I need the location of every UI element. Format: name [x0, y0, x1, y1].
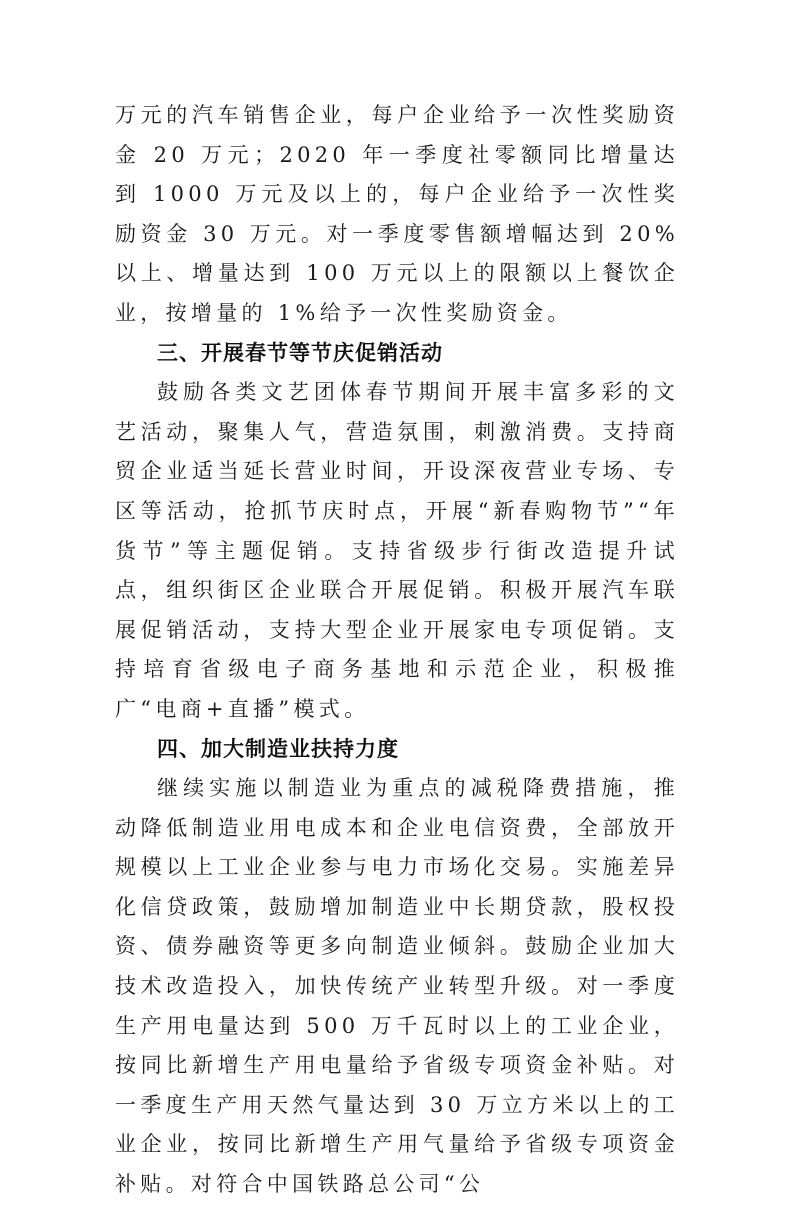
paragraph-retail-incentives: 万元的汽车销售企业，每户企业给予一次性奖励资金 20 万元；2020 年一季度社零额同比增量达到 1000 万元及以上的，每户企业给予一次性奖励资金 30 万元。对一季度零售额增幅达到 20%以上、增量达到 100 万元以上的限额以上餐饮企业，按增量的 1%给予一次性奖励资金。 [115, 103, 679, 325]
section-heading-festival-promotions: 三、开展春节等节庆促销活动 [157, 340, 443, 365]
paragraph-festival-promotions: 鼓励各类文艺团体春节期间开展丰富多彩的文艺活动，聚集人气，营造氛围，刺激消费。支持商贸企业适当延长营业时间，开设深夜营业专场、专区等活动，抢抓节庆时点，开展“新春购物节”“年货节”等主题促销。支持省级步行街改造提升试点，组织街区企业联合开展促销。积极开展汽车联展促销活动，支持大型企业开展家电专项促销。支持培育省级电子商务基地和示范企业，积极推广“电商+直播”模式。 [115, 380, 679, 721]
paragraph-manufacturing-support: 继续实施以制造业为重点的减税降费措施，推动降低制造业用电成本和企业电信资费，全部放开规模以上工业企业参与电力市场化交易。实施差异化信贷政策，鼓励增加制造业中长期贷款，股权投资、债券融资等更多向制造业倾斜。鼓励企业加大技术改造投入，加快传统产业转型升级。对一季度生产用电量达到 500 万千瓦时以上的工业企业，按同比新增生产用电量给予省级专项资金补贴。对一季度生产用天然气量达到 30 万立方米以上的工业企业，按同比新增生产用气量给予省级专项资金补贴。对符合中国铁路总公司“公 [115, 776, 679, 1197]
document-page [115, 96, 679, 1205]
section-heading-manufacturing-support: 四、加大制造业扶持力度 [157, 736, 399, 761]
